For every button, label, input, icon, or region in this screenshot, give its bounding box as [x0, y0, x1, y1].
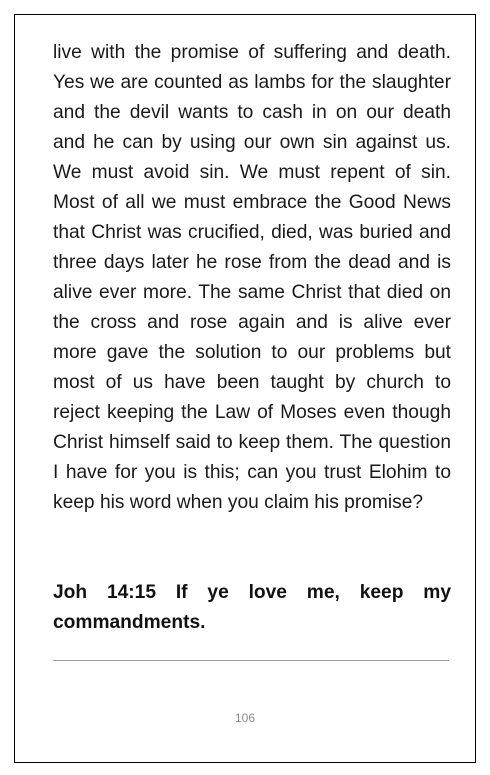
document-page — [14, 14, 476, 763]
page-number: 106 — [234, 711, 256, 725]
scripture-quote: Joh 14:15 If ye love me, keep my commandments. — [53, 582, 451, 633]
body-paragraph: live with the promise of suffering and death. Yes we are counted as lambs for the slaughter and the devil wants to cash in on our death and he can by using our own sin against us. We must avoid sin. We must repent of sin. Most of all we must embrace the Good News that Christ was crucified, died, was buried and three days later he rose from the dead and is alive ever more. The same Christ that died on the cross and rose again and is alive ever more gave the solution to our problems but most of us have been taught by church to reject keeping the Law of Moses even though Christ himself said to keep them. The question I have for you is this; can you trust Elohim to keep his word when you claim his promise? — [53, 42, 451, 513]
footer-divider — [53, 660, 449, 661]
